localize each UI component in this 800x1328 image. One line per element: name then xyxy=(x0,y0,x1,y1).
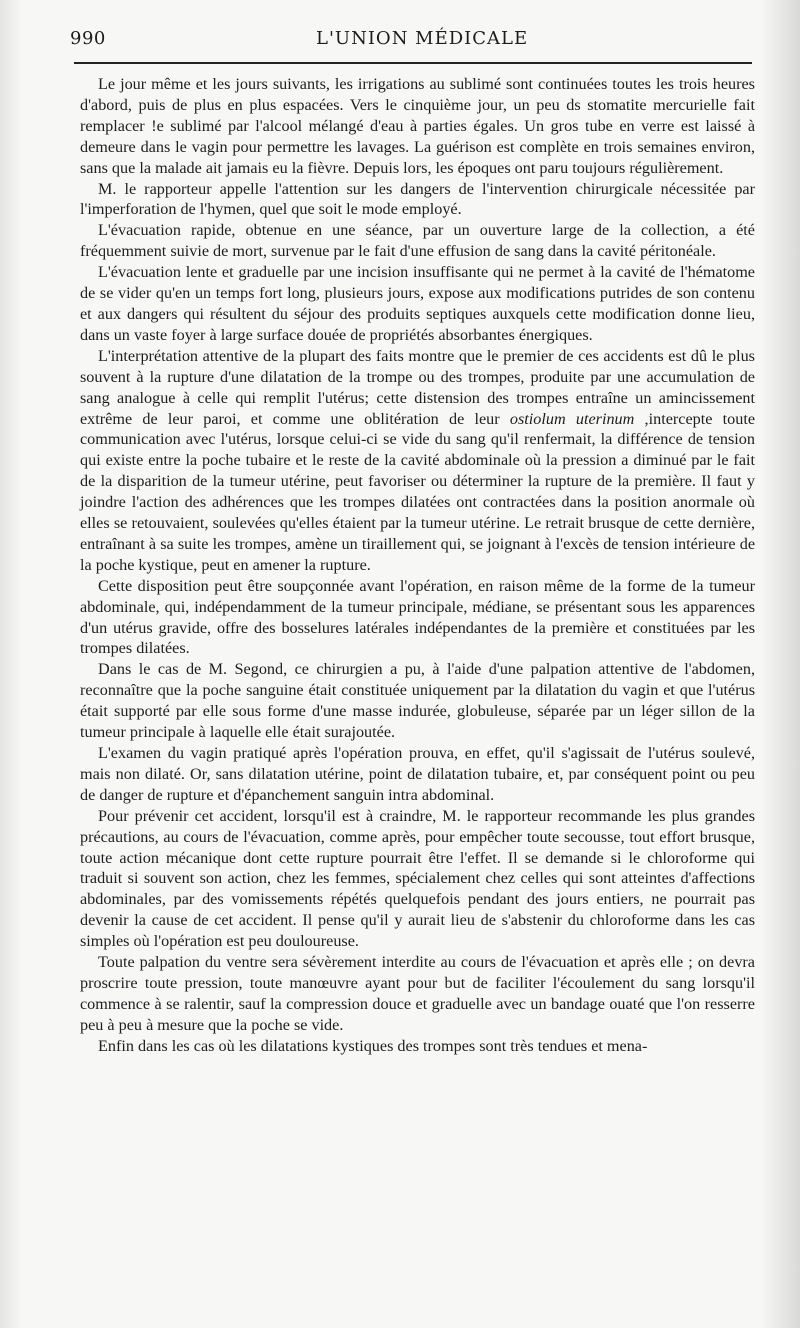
paragraph-9: Pour prévenir cet accident, lorsqu'il est à craindre, M. le rapporteur recommande les plus grandes précautions, au cours de l'évacuation, comme après, pour empêcher toute secousse, tout effort brusque, toute action mécanique dont cette rupture pourrait être l'effet. Il se demande si le chloroforme qui traduit si souvent son action, chez les femmes, spécialement chez celles qui sont atteintes d'affections abdominales, par des vomissements répétés quelquefois pendant des jours entiers, ne pourrait pas devenir la cause de cet accident. Il pense qu'il y aurait lieu de s'abstenir du chloroforme dans les cas simples où l'opération est peu douloureuse. xyxy=(80,806,755,951)
paragraph-8: L'examen du vagin pratiqué après l'opération prouva, en effet, qu'il s'agissait de l'utérus soulevé, mais non dilaté. Or, sans dilatation utérine, point de dilatation tubaire, et, par conséquent point ou peu de danger de rupture et d'épanchement sanguin intra abdominal. xyxy=(80,744,755,804)
paragraph-5-part-1: L'interprétation attentive de la plupart des faits montre que le premier de ces accidents est dû le plus souvent à la rupture d'une dilatation de la trompe ou des trompes, produite par une accumulation de sang analogue à celle qui remplit l'utérus; cette distension des trompes entraîne un amincissement extrême de leur paroi, et comme une oblitération de leur xyxy=(80,346,755,428)
italic-term: ostiolum uterinum xyxy=(509,409,635,428)
journal-title: L'UNION MÉDICALE xyxy=(316,28,529,49)
page-edge-shadow-left xyxy=(0,0,22,1328)
paragraph-1: Le jour même et les jours suivants, les irrigations au sublimé sont continuées toutes les trois heures d'abord, puis de plus en plus espacées. Vers le cinquième jour, un peu ds stomatite mercurielle fait remplacer !e sublimé par l'alcool mélangé d'eau à parties égales. Un gros tube en verre est laissé à demeure dans le vagin pour permettre les lavages. La guérison est complète en trois semaines environ, sans que la malade ait jamais eu la fièvre. Depuis lors, les époques ont paru toujours régulièrement. xyxy=(80,75,755,177)
paragraph-10: Toute palpation du ventre sera sévèrement interdite au cours de l'évacuation et après elle ; on devra proscrire toute pression, toute manœuvre ayant pour but de faciliter l'écoulement du sang lorsqu'il commence à se ralentir, sauf la compression douce et graduelle avec un bandage ouaté que l'on resserre peu à peu à mesure que la poche se vide. xyxy=(80,953,755,1034)
paragraph-5: L'interprétation attentive de la plupart des faits montre que le premier de ces accidents est dû le plus souvent à la rupture d'une dilatation de la trompe ou des trompes, produite par une accumulation de sang analogue à celle qui remplit l'utérus; cette distension des trompes entraîne un amincissement extrême de leur paroi, et comme une oblitération de leur ostiolum uterinum ,intercepte toute communication avec l'utérus, lorsque celui-ci se vide du sang qu'il renfermait, la différence de tension qui existe entre la poche tubaire et le reste de la cavité abdominale où la pression a diminué par le fait de la disparition de la tumeur utérine, peut favoriser ou déterminer la rupture de la première. Il faut y joindre l'action des adhérences que les trompes dilatées ont contractées dans la position anormale où elles se retouvaient, soulevées qu'elles étaient par la tumeur utérine. Le retrait brusque de cette dernière, entraînant à sa suite les trompes, amène un tiraillement qui, se joignant à l'excès de tension intérieure de la poche kystique, peut en amener la rupture. xyxy=(80,346,756,574)
paragraph-4: L'évacuation lente et graduelle par une incision insuffisante qui ne permet à la cavité de l'hématome de se vider qu'en un temps fort long, plusieurs jours, expose aux modifications putrides de son contenu et aux dangers qui résultent du séjour des produits septiques auxquels cette modification donne lieu, dans un vaste foyer à large surface douée de propriétés absorbantes énergiques. xyxy=(80,263,755,344)
paragraph-6: Cette disposition peut être soupçonnée avant l'opération, en raison même de la forme de la tumeur abdominale, qui, indépendamment de la tumeur principale, médiane, se présentant sous les apparences d'un utérus gravide, offre des bosselures latérales indépendantes de la première et constituées par les trompes dilatées. xyxy=(80,576,755,658)
paragraph-2: M. le rapporteur appelle l'attention sur les dangers de l'intervention chirurgicale nécessitée par l'imperforation de l'hymen, quel que soit le mode employé. xyxy=(80,179,755,219)
running-header xyxy=(70,28,750,56)
paragraph-5-part-2: intercepte toute communication avec l'utérus, lorsque celui-ci se vide du sang qu'il renfermait, la différence de tension qui existe entre la poche tubaire et le reste de la cavité abdominale où la pression a diminué par le fait de la disparition de la tumeur utérine, peut favoriser ou déterminer la rupture de la première. Il faut y joindre l'action des adhérences que les trompes dilatées ont contractées dans la position anormale où elles se retouvaient, soulevées qu'elles étaient par la tumeur utérine. Le retrait brusque de cette dernière, entraînant à sa suite les trompes, amène un tiraillement qui, se joignant à l'excès de tension intérieure de la poche kystique, peut en amener la rupture. xyxy=(80,409,756,574)
article-body xyxy=(80,74,755,1057)
page-number: 990 xyxy=(70,28,106,49)
paragraph-11: Enfin dans les cas où les dilatations kystiques des trompes sont très tendues et mena- xyxy=(98,1036,648,1055)
header-rule xyxy=(74,62,752,64)
page-edge-shadow-right xyxy=(760,0,800,1328)
paragraph-7: Dans le cas de M. Segond, ce chirurgien a pu, à l'aide d'une palpation attentive de l'abdomen, reconnaître que la poche sanguine était constituée uniquement par la dilatation du vagin et que l'utérus était supporté par elle sous forme d'une masse indurée, globuleuse, séparée par un léger sillon de la tumeur principale à laquelle elle était surajoutée. xyxy=(80,660,755,742)
paragraph-3: L'évacuation rapide, obtenue en une séance, par un ouverture large de la collection, a été fréquemment suivie de mort, survenue par le fait d'une effusion de sang dans la cavité péritonéale. xyxy=(80,221,755,261)
